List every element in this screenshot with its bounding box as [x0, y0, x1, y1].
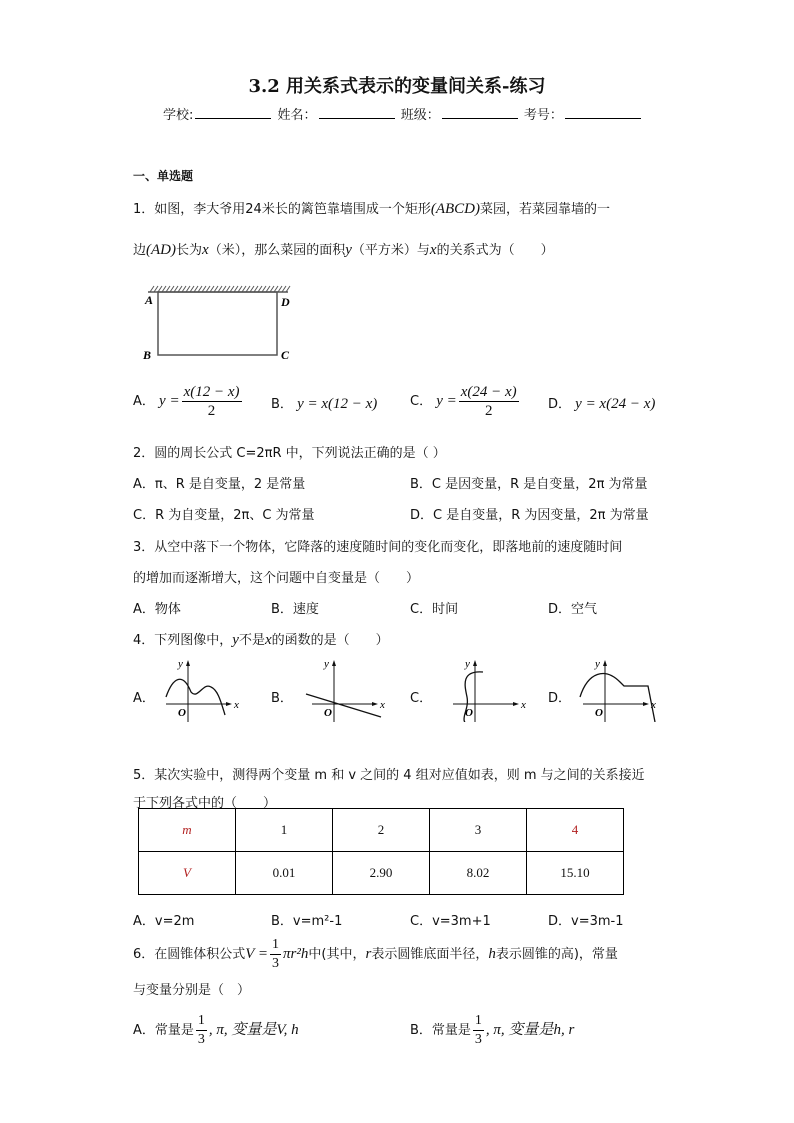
q4-option-a[interactable]: A． — [133, 691, 155, 706]
y-axis-label: y — [595, 658, 600, 670]
table-cell: m — [139, 809, 236, 852]
q1-option-b[interactable] — [271, 393, 377, 413]
name-label: 姓名： — [277, 108, 317, 123]
number-blank[interactable] — [565, 106, 641, 119]
hatch-mark — [154, 286, 158, 292]
q1-line1 — [133, 198, 610, 218]
hatch-mark — [178, 286, 182, 292]
q1-line2 — [133, 239, 554, 259]
option-text: , π, 变量是 — [485, 1022, 554, 1038]
fraction-denominator: 3 — [272, 956, 280, 971]
q6-math: h — [488, 946, 496, 962]
option-math: h, r — [553, 1022, 575, 1038]
hatch-mark — [238, 286, 242, 292]
table-cell: V — [139, 852, 236, 895]
fraction-numerator: 1 — [196, 1012, 207, 1031]
q1-option-a[interactable] — [133, 383, 244, 420]
hatch-mark — [198, 286, 202, 292]
q1-text: 边 — [133, 243, 147, 258]
table-cell: 1 — [236, 809, 333, 852]
hatch-mark — [250, 286, 254, 292]
q6-text: 表示圆锥的高)，常量 — [495, 947, 618, 962]
arrow-icon — [226, 702, 232, 706]
origin-label: O — [178, 707, 186, 719]
option-text: , π, 变量是 — [208, 1022, 277, 1038]
q6-text: 中(其中， — [308, 947, 366, 962]
hatch-mark — [190, 286, 194, 292]
x-axis-label: x — [380, 699, 385, 711]
q4-stem — [133, 629, 389, 649]
graph-a — [133, 652, 258, 722]
fraction-denominator: 2 — [484, 403, 493, 419]
q1-text: 的关系式为（ ） — [436, 243, 554, 258]
hatch-mark — [182, 286, 186, 292]
hatch-mark — [206, 286, 210, 292]
number-label: 考号： — [523, 108, 563, 123]
arrow-icon — [513, 702, 519, 706]
q2-option-b[interactable]: B．C 是因变量，R 是自变量，2π 为常量 — [410, 477, 648, 492]
q1-math: y — [345, 242, 352, 258]
fraction-numerator: x(12 − x) — [183, 384, 240, 400]
q5-data-table — [138, 808, 624, 895]
arrow-icon — [332, 660, 336, 666]
q6-line1 — [133, 936, 618, 973]
school-blank[interactable] — [195, 106, 271, 119]
q4-option-d[interactable]: D． — [548, 691, 572, 706]
hatch-mark — [210, 286, 214, 292]
option-label: A． — [133, 394, 155, 409]
class-label: 班级： — [400, 108, 440, 123]
q3-option-d[interactable]: D．空气 — [548, 602, 598, 617]
q5-line1: 5．某次实验中，测得两个变量 m 和 v 之间的 4 组对应值如表，则 m 与之间的关系接近 — [133, 768, 645, 783]
function-curve — [166, 679, 225, 715]
q4-text: 的函数的是（ ） — [271, 633, 389, 648]
hatch-mark — [282, 286, 286, 292]
q1-math: (AD) — [146, 242, 177, 258]
q1-math: (ABCD) — [430, 201, 480, 217]
q6-text: 表示圆锥底面半径， — [371, 947, 489, 962]
y-axis-label: y — [465, 658, 470, 670]
q6-option-b[interactable] — [410, 1012, 574, 1049]
hatch-mark — [274, 286, 278, 292]
q6-line2: 与变量分别是（ ） — [133, 983, 251, 998]
hatch-mark — [170, 286, 174, 292]
q1-text: 长为 — [176, 243, 203, 258]
option-math: V, h — [276, 1022, 299, 1038]
fraction-denominator: 2 — [207, 403, 216, 419]
hatch-mark — [262, 286, 266, 292]
vertex-label-d: D — [281, 295, 290, 309]
option-label: B． — [271, 397, 293, 412]
q3-line2: 的增加而逐渐增大，这个问题中自变量是（ ） — [133, 571, 420, 586]
q2-option-c[interactable]: C．R 为自变量，2π、C 为常量 — [133, 508, 315, 523]
q5-option-b[interactable]: B．v=m²-1 — [271, 914, 343, 929]
q4-text: 不是 — [238, 633, 265, 648]
q1-text: （米），那么菜园的面积 — [208, 243, 346, 258]
table-row — [139, 809, 624, 852]
table-cell: 15.10 — [527, 852, 624, 895]
table-cell: 2 — [333, 809, 430, 852]
option-math: y = — [436, 393, 457, 409]
q4-text: 4．下列图像中， — [133, 633, 233, 648]
hatch-mark — [218, 286, 222, 292]
fraction-numerator: 1 — [473, 1012, 484, 1031]
origin-label: O — [324, 707, 332, 719]
q2-stem: 2．圆的周长公式 C=2πR 中，下列说法正确的是（ ） — [133, 446, 446, 461]
option-math: y = x(12 − x) — [297, 396, 378, 412]
q5-line2: 于下列各式中的（ ） — [133, 796, 277, 811]
table-cell: 2.90 — [333, 852, 430, 895]
option-label: D． — [548, 397, 572, 412]
hatch-mark — [270, 286, 274, 292]
option-math: y = x(24 − x) — [575, 396, 656, 412]
hatch-mark — [234, 286, 238, 292]
hatch-mark — [214, 286, 218, 292]
origin-label: O — [465, 707, 473, 719]
q1-text: 菜园，若菜园靠墙的一 — [479, 202, 610, 217]
table-cell: 3 — [430, 809, 527, 852]
rectangle-garden-figure — [140, 280, 300, 370]
q5-option-a[interactable]: A．v=2m — [133, 914, 195, 929]
table-cell: 4 — [527, 809, 624, 852]
q1-option-c[interactable] — [410, 383, 521, 420]
vertex-label-b: B — [143, 348, 152, 362]
arrow-icon — [643, 702, 649, 706]
name-blank[interactable] — [319, 106, 395, 119]
table-row — [139, 852, 624, 895]
hatch-mark — [162, 286, 166, 292]
hatch-mark — [150, 286, 154, 292]
function-curve — [580, 674, 655, 722]
option-math: y = — [159, 393, 180, 409]
hatch-mark — [158, 286, 162, 292]
hatch-mark — [222, 286, 226, 292]
x-axis-label: x — [521, 699, 526, 711]
q6-math: r — [365, 946, 372, 962]
graph-d — [548, 652, 673, 722]
q6-text: 6．在圆锥体积公式 — [133, 947, 246, 962]
q1-math: x — [202, 242, 209, 258]
section-heading: 一、单选题 — [133, 169, 194, 183]
hatch-mark — [186, 286, 190, 292]
q6-math: V = — [245, 946, 269, 962]
q4-math: y — [232, 632, 239, 648]
q6-option-a[interactable] — [133, 1012, 299, 1049]
x-axis-label: x — [234, 699, 239, 711]
x-axis-label: x — [651, 699, 656, 711]
vertex-label-a: A — [145, 293, 154, 307]
hatch-mark — [174, 286, 178, 292]
q1-math: x — [429, 242, 437, 258]
hatch-mark — [230, 286, 234, 292]
q2-option-a[interactable]: A．π、R 是自变量，2 是常量 — [133, 477, 306, 492]
fraction-denominator: 3 — [474, 1032, 482, 1047]
arrow-icon — [186, 660, 190, 666]
q3-option-a[interactable]: A．物体 — [133, 602, 181, 617]
origin-label: O — [595, 707, 603, 719]
q4-math: x — [264, 632, 272, 648]
hatch-mark — [226, 286, 230, 292]
fraction-numerator: x(24 − x) — [460, 384, 517, 400]
hatch-mark — [258, 286, 262, 292]
q4-option-c[interactable]: C． — [410, 691, 433, 706]
fraction-numerator: 1 — [270, 936, 281, 955]
hatch-mark — [194, 286, 198, 292]
y-axis-label: y — [324, 658, 329, 670]
q5-option-c[interactable]: C．v=3m+1 — [410, 914, 491, 929]
hatch-mark — [278, 286, 282, 292]
hatch-mark — [166, 286, 170, 292]
option-label: B．常量是 — [410, 1023, 471, 1038]
q1-option-d[interactable] — [548, 393, 655, 413]
arrow-icon — [372, 702, 378, 706]
graph-c — [410, 652, 535, 722]
q3-line1: 3．从空中落下一个物体，它降落的速度随时间的变化而变化，即落地前的速度随时间 — [133, 540, 623, 555]
fraction-denominator: 3 — [197, 1032, 205, 1047]
page-title: 3.2 用关系式表示的变量间关系-练习 — [248, 76, 546, 97]
option-label: C． — [410, 394, 433, 409]
function-curve — [306, 694, 381, 717]
hatch-mark — [246, 286, 250, 292]
q2-option-d[interactable]: D．C 是自变量，R 为因变量，2π 为常量 — [410, 508, 649, 523]
arrow-icon — [473, 660, 477, 666]
y-axis-label: y — [178, 658, 183, 670]
q5-option-d[interactable]: D．v=3m-1 — [548, 914, 624, 929]
school-label: 学校: — [163, 108, 194, 123]
q1-text: （平方米）与 — [351, 243, 430, 258]
q6-math: πr²h — [283, 946, 309, 962]
student-info-line — [163, 104, 643, 123]
q3-option-c[interactable]: C．时间 — [410, 602, 459, 617]
vertex-label-c: C — [281, 348, 290, 362]
class-blank[interactable] — [442, 106, 518, 119]
graph-b — [271, 652, 396, 722]
option-label: A．常量是 — [133, 1023, 194, 1038]
q1-text: 1．如图，李大爷用24米长的篱笆靠墙围成一个矩形 — [133, 202, 431, 217]
table-cell: 8.02 — [430, 852, 527, 895]
arrow-icon — [603, 660, 607, 666]
hatch-mark — [254, 286, 258, 292]
hatch-mark — [242, 286, 246, 292]
table-cell: 0.01 — [236, 852, 333, 895]
hatch-mark — [266, 286, 270, 292]
q3-option-b[interactable]: B．速度 — [271, 602, 319, 617]
hatch-mark — [286, 286, 290, 292]
hatch-mark — [202, 286, 206, 292]
q4-option-b[interactable]: B． — [271, 691, 293, 706]
